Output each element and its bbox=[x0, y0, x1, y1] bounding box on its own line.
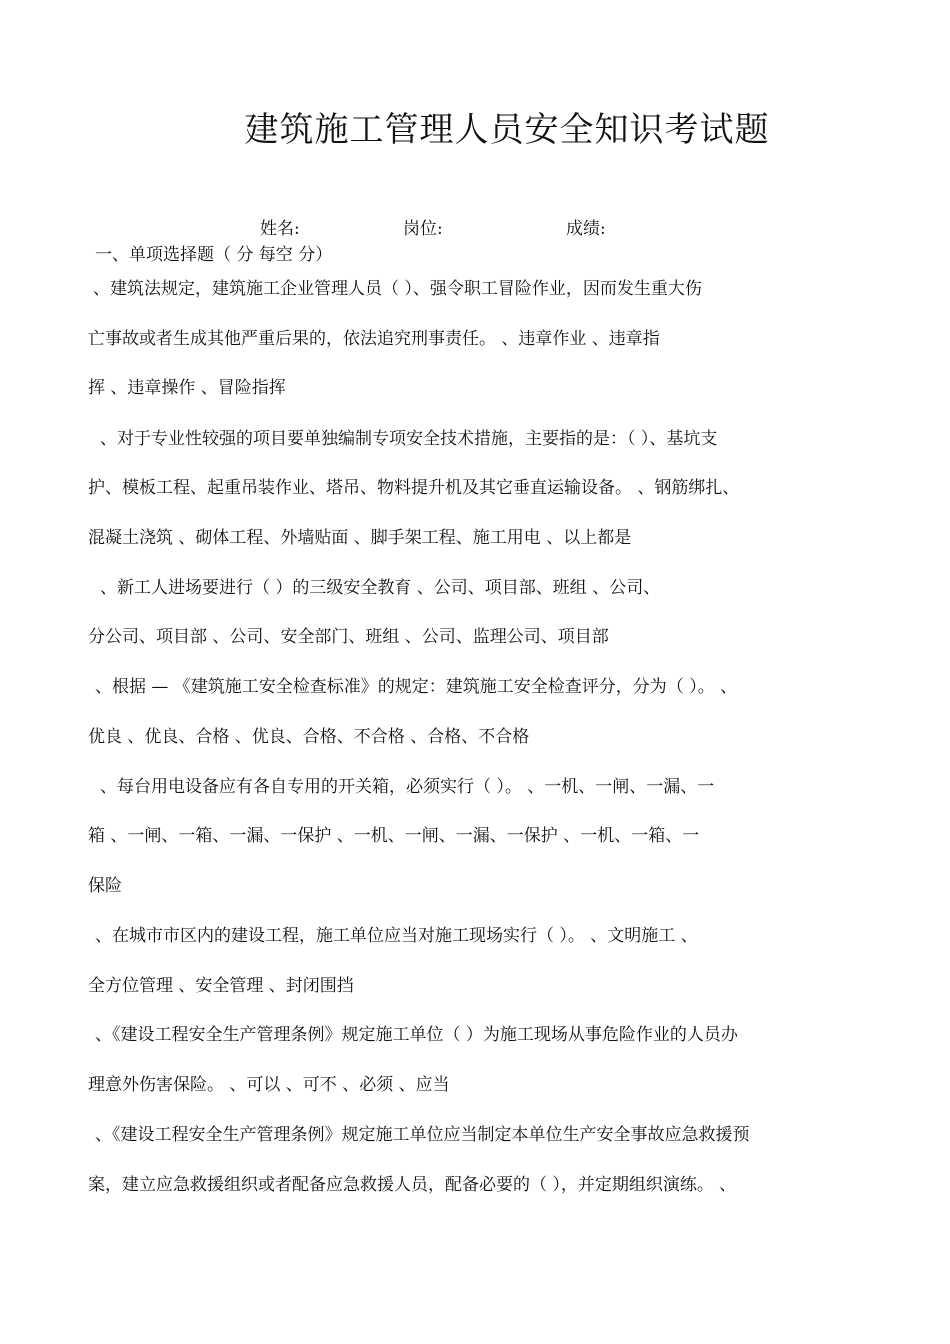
question-5-line-2: 箱 、一闸、一箱、一漏、一保护 、一机、一闸、一漏、一保护 、一机、一箱、一 bbox=[88, 826, 700, 846]
question-4-line-1: 、根据 — 《建筑施工安全检查标准》的规定：建筑施工安全检查评分，分为（ ）。 、 bbox=[95, 677, 738, 697]
question-1-line-1: 、建筑法规定，建筑施工企业管理人员（ ）、强令职工冒险作业，因而发生重大伤 bbox=[93, 279, 702, 299]
question-2-line-1: 、对于专业性较强的项目要单独编制专项安全技术措施，主要指的是：（ ）、基坑支 bbox=[100, 429, 718, 449]
question-6-line-2: 全方位管理 、安全管理 、封闭围挡 bbox=[88, 976, 354, 996]
position-label: 岗位: bbox=[403, 219, 443, 239]
question-7-line-2: 理意外伤害保险。 、可以 、可不 、必须 、应当 bbox=[88, 1075, 450, 1095]
question-3-line-2: 分公司、项目部 、公司、安全部门、班组 、公司、监理公司、项目部 bbox=[88, 627, 609, 647]
question-4-line-2: 优良 、优良、合格 、优良、合格、不合格 、合格、不合格 bbox=[88, 727, 530, 747]
question-8-line-2: 案，建立应急救援组织或者配备应急救援人员，配备必要的（ ），并定期组织演练。 、 bbox=[88, 1175, 737, 1195]
question-3-line-1: 、新工人进场要进行（ ）的三级安全教育 、公司、项目部、班组 、公司、 bbox=[100, 578, 661, 598]
question-8-line-1: 、《建设工程安全生产管理条例》规定施工单位应当制定本单位生产安全事故应急救援预 bbox=[95, 1125, 750, 1145]
name-label: 姓名: bbox=[260, 219, 300, 239]
question-1-line-3: 挥 、违章操作 、冒险指挥 bbox=[88, 378, 286, 398]
question-2-line-2: 护、模板工程、起重吊装作业、塔吊、物料提升机及其它垂直运输设备。 、钢筋绑扎、 bbox=[88, 478, 740, 498]
question-5-line-3: 保险 bbox=[88, 876, 122, 896]
question-2-line-3: 混凝土浇筑 、砌体工程、外墙贴面 、脚手架工程、施工用电 、以上都是 bbox=[88, 528, 632, 548]
score-label: 成绩: bbox=[566, 219, 606, 239]
question-5-line-1: 、每台用电设备应有各自专用的开关箱，必须实行（ ）。 、一机、一闸、一漏、一 bbox=[100, 777, 715, 797]
question-1-line-2: 亡事故或者生成其他严重后果的，依法追究刑事责任。 、违章作业 、违章指 bbox=[88, 329, 660, 349]
page-title: 建筑施工管理人员安全知识考试题 bbox=[244, 110, 770, 150]
section-heading: 一、单项选择题（ 分 每空 分） bbox=[95, 245, 333, 265]
question-6-line-1: 、在城市市区内的建设工程，施工单位应当对施工现场实行（ ）。 、文明施工 、 bbox=[95, 926, 698, 946]
question-7-line-1: 、《建设工程安全生产管理条例》规定施工单位（ ）为施工现场从事危险作业的人员办 bbox=[95, 1025, 738, 1045]
